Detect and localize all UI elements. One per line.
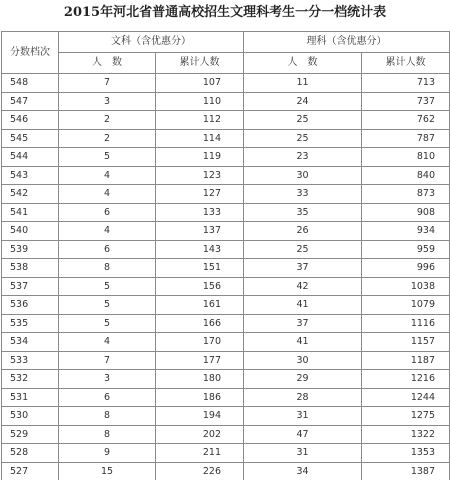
- score-distribution-table: [1, 31, 450, 480]
- table-body: [2, 74, 450, 481]
- score-cell: 548: [2, 74, 59, 93]
- li-count-cell: 41: [244, 296, 362, 315]
- score-cell: 533: [2, 351, 59, 370]
- wen-count-cell: 8: [59, 259, 156, 278]
- li-count-cell: 33: [244, 185, 362, 204]
- table-row: [2, 74, 450, 93]
- table-row: [2, 203, 450, 222]
- table-row: [2, 92, 450, 111]
- table-row: [2, 407, 450, 426]
- wen-count-cell: 2: [59, 111, 156, 130]
- score-cell: 531: [2, 388, 59, 407]
- wen-count-cell: 4: [59, 333, 156, 352]
- li-count-cell: 35: [244, 203, 362, 222]
- li-count-cell: 30: [244, 351, 362, 370]
- wen-count-cell: 7: [59, 74, 156, 93]
- score-cell: 534: [2, 333, 59, 352]
- table-row: [2, 462, 450, 480]
- table-row: [2, 129, 450, 148]
- li-count-cell: 25: [244, 240, 362, 259]
- wen-count-cell: 7: [59, 351, 156, 370]
- score-cell: 545: [2, 129, 59, 148]
- wen-count-cell: 5: [59, 314, 156, 333]
- li-count-cell: 31: [244, 444, 362, 463]
- wen-count-cell: 6: [59, 388, 156, 407]
- table-row: [2, 277, 450, 296]
- header-row-columns: [2, 53, 450, 74]
- li-cumulative-cell: 1244: [362, 388, 450, 407]
- score-cell: 537: [2, 277, 59, 296]
- li-cumulative-cell: 1387: [362, 462, 450, 480]
- table-row: [2, 333, 450, 352]
- score-cell: 532: [2, 370, 59, 389]
- wen-cumulative-cell: 123: [156, 166, 244, 185]
- wen-cumulative-cell: 156: [156, 277, 244, 296]
- table-title: 2015年河北省普通高校招生文理科考生一分一档统计表: [63, 5, 387, 20]
- score-cell: 543: [2, 166, 59, 185]
- wen-cumulative-cell: 161: [156, 296, 244, 315]
- li-cumulative-cell: 1353: [362, 444, 450, 463]
- li-cumulative-cell: 959: [362, 240, 450, 259]
- li-cumulative-cell: 996: [362, 259, 450, 278]
- wen-cumulative-cell: 211: [156, 444, 244, 463]
- li-count-cell: 24: [244, 92, 362, 111]
- li-count-cell: 28: [244, 388, 362, 407]
- li-count-cell: 37: [244, 314, 362, 333]
- score-cell: 538: [2, 259, 59, 278]
- score-cell: 541: [2, 203, 59, 222]
- wen-cumulative-cell: 127: [156, 185, 244, 204]
- table-row: [2, 351, 450, 370]
- header-wen-count: 人 数: [59, 53, 156, 74]
- wen-count-cell: 4: [59, 185, 156, 204]
- wen-count-cell: 8: [59, 425, 156, 444]
- score-cell: 536: [2, 296, 59, 315]
- score-cell: 542: [2, 185, 59, 204]
- wen-cumulative-cell: 133: [156, 203, 244, 222]
- table-row: [2, 111, 450, 130]
- wen-count-cell: 5: [59, 277, 156, 296]
- wen-cumulative-cell: 226: [156, 462, 244, 480]
- wen-cumulative-cell: 186: [156, 388, 244, 407]
- table-row: [2, 148, 450, 167]
- score-cell: 546: [2, 111, 59, 130]
- li-count-cell: 29: [244, 370, 362, 389]
- wen-cumulative-cell: 119: [156, 148, 244, 167]
- table-header: [2, 32, 450, 74]
- wen-cumulative-cell: 143: [156, 240, 244, 259]
- wen-cumulative-cell: 114: [156, 129, 244, 148]
- li-cumulative-cell: 737: [362, 92, 450, 111]
- wen-count-cell: 9: [59, 444, 156, 463]
- wen-cumulative-cell: 166: [156, 314, 244, 333]
- header-score: 分数档次: [2, 32, 59, 74]
- li-count-cell: 34: [244, 462, 362, 480]
- wen-count-cell: 4: [59, 222, 156, 241]
- wen-cumulative-cell: 177: [156, 351, 244, 370]
- li-count-cell: 37: [244, 259, 362, 278]
- li-cumulative-cell: 1216: [362, 370, 450, 389]
- header-liberal-arts: 文科（含优惠分）: [59, 32, 244, 53]
- header-li-cumulative: 累计人数: [362, 53, 450, 74]
- header-li-count: 人 数: [244, 53, 362, 74]
- li-cumulative-cell: 1275: [362, 407, 450, 426]
- wen-count-cell: 5: [59, 148, 156, 167]
- li-cumulative-cell: 873: [362, 185, 450, 204]
- li-count-cell: 23: [244, 148, 362, 167]
- wen-cumulative-cell: 151: [156, 259, 244, 278]
- score-cell: 540: [2, 222, 59, 241]
- wen-count-cell: 6: [59, 203, 156, 222]
- wen-count-cell: 5: [59, 296, 156, 315]
- wen-cumulative-cell: 194: [156, 407, 244, 426]
- wen-cumulative-cell: 202: [156, 425, 244, 444]
- wen-cumulative-cell: 107: [156, 74, 244, 93]
- header-wen-cumulative: 累计人数: [156, 53, 244, 74]
- li-cumulative-cell: 934: [362, 222, 450, 241]
- li-count-cell: 41: [244, 333, 362, 352]
- table-row: [2, 185, 450, 204]
- wen-cumulative-cell: 137: [156, 222, 244, 241]
- li-cumulative-cell: 1157: [362, 333, 450, 352]
- li-count-cell: 30: [244, 166, 362, 185]
- li-count-cell: 25: [244, 129, 362, 148]
- li-count-cell: 11: [244, 74, 362, 93]
- wen-count-cell: 8: [59, 407, 156, 426]
- li-count-cell: 31: [244, 407, 362, 426]
- table-row: [2, 222, 450, 241]
- li-cumulative-cell: 1322: [362, 425, 450, 444]
- li-cumulative-cell: 787: [362, 129, 450, 148]
- wen-count-cell: 2: [59, 129, 156, 148]
- score-cell: 528: [2, 444, 59, 463]
- li-cumulative-cell: 810: [362, 148, 450, 167]
- header-science: 理科（含优惠分）: [244, 32, 450, 53]
- wen-cumulative-cell: 170: [156, 333, 244, 352]
- li-cumulative-cell: 1079: [362, 296, 450, 315]
- table-row: [2, 444, 450, 463]
- score-cell: 544: [2, 148, 59, 167]
- table-row: [2, 388, 450, 407]
- table-row: [2, 166, 450, 185]
- li-count-cell: 26: [244, 222, 362, 241]
- table-row: [2, 314, 450, 333]
- score-cell: 547: [2, 92, 59, 111]
- table-row: [2, 259, 450, 278]
- li-cumulative-cell: 762: [362, 111, 450, 130]
- score-cell: 529: [2, 425, 59, 444]
- li-count-cell: 47: [244, 425, 362, 444]
- li-cumulative-cell: 713: [362, 74, 450, 93]
- score-cell: 539: [2, 240, 59, 259]
- li-cumulative-cell: 1038: [362, 277, 450, 296]
- wen-count-cell: 3: [59, 92, 156, 111]
- wen-cumulative-cell: 110: [156, 92, 244, 111]
- score-cell: 527: [2, 462, 59, 480]
- li-cumulative-cell: 1116: [362, 314, 450, 333]
- wen-cumulative-cell: 180: [156, 370, 244, 389]
- score-cell: 535: [2, 314, 59, 333]
- table-row: [2, 425, 450, 444]
- table-row: [2, 296, 450, 315]
- wen-count-cell: 6: [59, 240, 156, 259]
- wen-count-cell: 3: [59, 370, 156, 389]
- table-row: [2, 240, 450, 259]
- header-row-groups: [2, 32, 450, 53]
- li-cumulative-cell: 908: [362, 203, 450, 222]
- li-count-cell: 25: [244, 111, 362, 130]
- score-cell: 530: [2, 407, 59, 426]
- li-count-cell: 42: [244, 277, 362, 296]
- wen-count-cell: 4: [59, 166, 156, 185]
- table-row: [2, 370, 450, 389]
- wen-count-cell: 15: [59, 462, 156, 480]
- li-cumulative-cell: 840: [362, 166, 450, 185]
- wen-cumulative-cell: 112: [156, 111, 244, 130]
- li-cumulative-cell: 1187: [362, 351, 450, 370]
